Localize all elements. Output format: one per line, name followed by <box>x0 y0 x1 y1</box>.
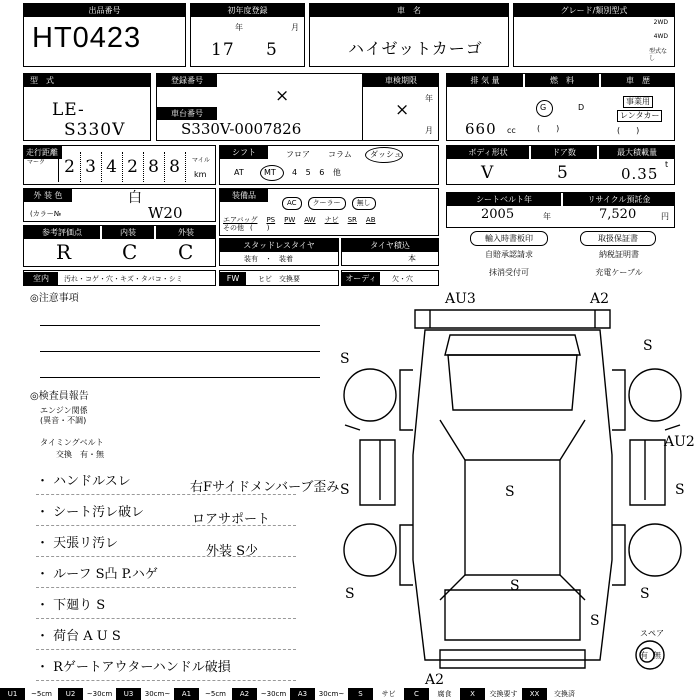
legend-key: X <box>460 688 484 700</box>
studless-label: スタッドレスタイヤ <box>220 239 338 252</box>
tire-load-label: タイヤ積込 <box>342 239 438 252</box>
extra-2: ロアサポート <box>192 512 271 527</box>
lot-number-label: 出品番号 <box>24 4 185 17</box>
color-code: W20 <box>148 204 183 222</box>
grade-int: C <box>122 240 139 264</box>
legend-value: 交換要す <box>484 688 522 700</box>
fuel-other: ( ) <box>537 124 560 133</box>
grade-int-label: 内装 <box>102 226 154 239</box>
car-name-box <box>309 3 509 67</box>
grade-total-label: 参考評価点 <box>24 226 100 239</box>
body-value: V <box>481 163 495 183</box>
first-registration-box <box>190 3 305 67</box>
opt-2wd: 2WD <box>653 19 668 26</box>
inspector-title: ◎検査員報告 <box>30 391 89 402</box>
timing-opts: 交換 有・無 <box>56 450 104 459</box>
shift-column: コラム <box>328 150 352 159</box>
year-label: 年 <box>235 23 243 32</box>
equipment-opt2: エアバッグ <box>223 216 258 224</box>
legend-value: 腐食 <box>428 688 460 700</box>
tire-load-box <box>341 238 439 266</box>
inspector-item: ・ ハンドルスレ <box>36 470 296 495</box>
equipment-label: 装備品 <box>220 189 268 202</box>
legend-value: 交換済 <box>546 688 582 700</box>
interior-label: 室内 <box>24 272 58 285</box>
inspector-item: ・ 下廻り S <box>36 594 296 619</box>
doors-value: 5 <box>557 163 569 183</box>
displacement-unit: cc <box>507 126 516 135</box>
seatbelt-unit: 年 <box>543 212 551 221</box>
inspector-item: ・ ルーフ S凸 P.ハゲ <box>36 563 296 588</box>
seatbelt-recycle-box <box>446 192 675 228</box>
doc-charge-cable: 充電ケーブル <box>595 268 643 277</box>
lot-number-box <box>23 3 186 67</box>
equipment-opt: クーラー <box>308 197 346 210</box>
displacement-label: 排 気 量 <box>447 74 523 87</box>
mark-s-2: S <box>643 338 653 354</box>
first-reg-month: 5 <box>266 40 278 60</box>
reg-no-label: 登録番号 <box>157 74 217 87</box>
color-box <box>23 188 216 222</box>
equipment-opt2: SR <box>347 216 357 224</box>
opt-4wd: 4WD <box>653 33 668 40</box>
model-line2: S330V <box>64 120 126 140</box>
doc-massho: 抹消受付可 <box>489 268 529 277</box>
first-registration-label: 初年度登録 <box>191 4 304 17</box>
opt-kenzo: 型式なし <box>649 48 668 62</box>
inspection-year-label: 年 <box>425 94 433 103</box>
month-label: 月 <box>291 23 299 32</box>
tire-load-value: 本 <box>408 254 416 263</box>
legend-key: U1 <box>0 688 24 700</box>
fw-box <box>219 270 339 286</box>
equipment-opt2: AW <box>304 216 316 224</box>
equipment-box <box>219 188 439 236</box>
inspector-item: ・ 天張リ汚レ <box>36 532 296 557</box>
grade-ext-label: 外装 <box>156 226 216 239</box>
audio-label: オーディオ <box>342 272 380 285</box>
model-label: 型 式 <box>24 74 150 87</box>
inspection-month-label: 月 <box>425 126 433 135</box>
mark-s-4: S <box>505 484 515 500</box>
engine-fuel-box <box>446 73 675 141</box>
legend-value: 30cm~ <box>140 688 174 700</box>
mileage-unit2: マイル <box>192 157 210 164</box>
mark-s-3: S <box>340 482 350 498</box>
model-line1: LE- <box>52 100 85 120</box>
shift-nums: 4 5 6 他 <box>292 168 341 177</box>
engine-sub: (異音・不調) <box>40 416 87 425</box>
recycle-unit: 円 <box>661 212 669 221</box>
spare-no: 無 <box>653 651 661 660</box>
interior-box <box>23 270 216 286</box>
car-name-label: 車 名 <box>310 4 508 17</box>
lot-number: HT0423 <box>32 22 142 54</box>
equipment-opt2: PW <box>284 216 296 224</box>
legend-key: U2 <box>58 688 82 700</box>
displacement-value: 660 <box>465 120 497 138</box>
equipment-other: その他 <box>223 224 244 232</box>
registration-box <box>156 73 439 141</box>
audio-text: 欠・穴 <box>392 275 413 283</box>
notes-title: ◎注意事項 <box>30 293 79 304</box>
mark-au3: AU3 <box>445 291 476 307</box>
grade-box <box>513 3 675 67</box>
equipment-paren: ( ) <box>250 224 270 232</box>
inspector-item: ・ シート汚レ破レ <box>36 501 296 526</box>
legend-key: S <box>348 688 372 700</box>
doc-import: 輸入時書板印 <box>470 231 548 246</box>
legend-value: ~5cm <box>198 688 232 700</box>
body-box <box>446 145 675 185</box>
mark-a2-bottom: A2 <box>425 672 445 688</box>
legend-key: A3 <box>290 688 314 700</box>
legend-key: U3 <box>116 688 140 700</box>
shift-mt: MT <box>264 168 276 177</box>
legend-key: A2 <box>232 688 256 700</box>
chassis-number: S330V-0007826 <box>181 120 302 138</box>
color-value: 白 <box>128 190 143 206</box>
interior-text: 汚れ・コゲ・穴・キズ・タバコ・シミ <box>64 275 183 283</box>
shift-floor: フロア <box>286 150 310 159</box>
first-reg-year: 17 <box>211 40 235 60</box>
recycle-value: 7,520 <box>599 207 637 222</box>
color-label: 外 装 色 <box>24 189 72 202</box>
mileage-unit: km <box>194 170 207 179</box>
load-label: 最大積載量 <box>599 146 675 159</box>
mark-au2: AU2 <box>664 434 695 450</box>
legend-value: ~30cm <box>256 688 290 700</box>
doors-label: ドア数 <box>531 146 597 159</box>
equipment-opt: 無し <box>352 197 376 210</box>
mark-s-1: S <box>340 351 350 367</box>
mark-a2-top: A2 <box>590 291 610 307</box>
mileage-digit: 2 <box>59 152 81 182</box>
spare-label: スペア <box>640 629 664 638</box>
grade-label: グレード/類別型式 <box>514 4 674 17</box>
doc-tax: 納税証明書 <box>599 250 639 259</box>
seatbelt-label: シートベルト年 <box>447 193 561 206</box>
mileage-digit: 8 <box>164 152 186 182</box>
load-value: 0.35 <box>621 165 659 183</box>
mileage-digit: 3 <box>80 152 102 182</box>
history-label: 車 歴 <box>601 74 675 87</box>
body-label: ボディ形状 <box>447 146 529 159</box>
history-rental: レンタカー <box>617 110 662 122</box>
equipment-opt2: ナビ <box>324 216 339 224</box>
docs-grid <box>446 230 675 284</box>
doc-warranty: 取扱保証書 <box>580 231 656 246</box>
history-jigyo: 事業用 <box>623 96 653 108</box>
mark-s-5: S <box>675 482 685 498</box>
extra-1: 右Fサイドメンバーブ歪み <box>190 480 340 495</box>
legend-value: 30cm~ <box>314 688 348 700</box>
inspector-item: ・ 荷台 A U S <box>36 625 296 650</box>
studless-opts: 装有 ・ 装着 <box>244 255 293 263</box>
legend-value: ~5cm <box>24 688 58 700</box>
fw-label: FW <box>220 272 246 285</box>
legend-key: A1 <box>174 688 198 700</box>
mark-s-9: S <box>590 613 600 629</box>
load-unit: t <box>665 160 669 169</box>
spare-yes: 有 <box>640 651 648 660</box>
car-name: ハイゼットカーゴ <box>348 39 483 58</box>
fuel-d: D <box>578 103 585 112</box>
audio-box <box>341 270 439 296</box>
shift-label: シフト <box>220 146 268 159</box>
timing-label: タイミングベルト <box>40 438 104 447</box>
inspection-value: × <box>395 100 411 120</box>
recycle-label: リサイクル預託金 <box>563 193 675 206</box>
mileage-label: 走行距離 <box>24 146 62 159</box>
mark-s-7: S <box>510 578 520 594</box>
history-paren: ( ) <box>617 126 640 135</box>
inspection-label: 車検期限 <box>363 74 439 87</box>
grades-box <box>23 225 216 267</box>
shift-at: AT <box>234 168 244 177</box>
mileage-sub: マーク <box>27 159 46 166</box>
mileage-digit: 2 <box>122 152 144 182</box>
mark-s-6: S <box>345 586 355 602</box>
legend-key: XX <box>522 688 546 700</box>
mileage-digit: 8 <box>143 152 165 182</box>
grade-total: R <box>56 240 73 264</box>
legend-value: サビ <box>372 688 404 700</box>
mark-s-8: S <box>640 586 650 602</box>
model-box <box>23 73 151 141</box>
inspector-item: ・ Rゲートアウターハンドル破損 <box>36 656 296 681</box>
seatbelt-value: 2005 <box>481 207 515 222</box>
fuel-label: 燃 料 <box>525 74 599 87</box>
shift-dash: ダッシュ <box>370 150 402 159</box>
legend-value: ~30cm <box>82 688 116 700</box>
color-code-label: (カラー№ <box>30 210 62 218</box>
legend-key: C <box>404 688 428 700</box>
grade-ext: C <box>178 240 195 264</box>
mileage-box <box>23 145 216 185</box>
reg-no: × <box>275 86 291 106</box>
chassis-label: 車台番号 <box>157 107 217 120</box>
studless-box <box>219 238 339 266</box>
equipment-opt2: AB <box>365 216 376 224</box>
shift-box <box>219 145 439 185</box>
fuel-g: G <box>540 103 547 112</box>
damage-legend <box>0 688 700 700</box>
mileage-digit: 4 <box>101 152 123 182</box>
doc-jibai: 自賠承認請求 <box>485 250 533 259</box>
fw-text: ヒビ 交換要 <box>258 275 300 283</box>
extra-3: 外装 S少 <box>206 544 259 559</box>
engine-label: エンジン関係 <box>40 406 88 415</box>
equipment-opt: AC <box>282 197 302 210</box>
equipment-opt2: PS <box>266 216 276 224</box>
